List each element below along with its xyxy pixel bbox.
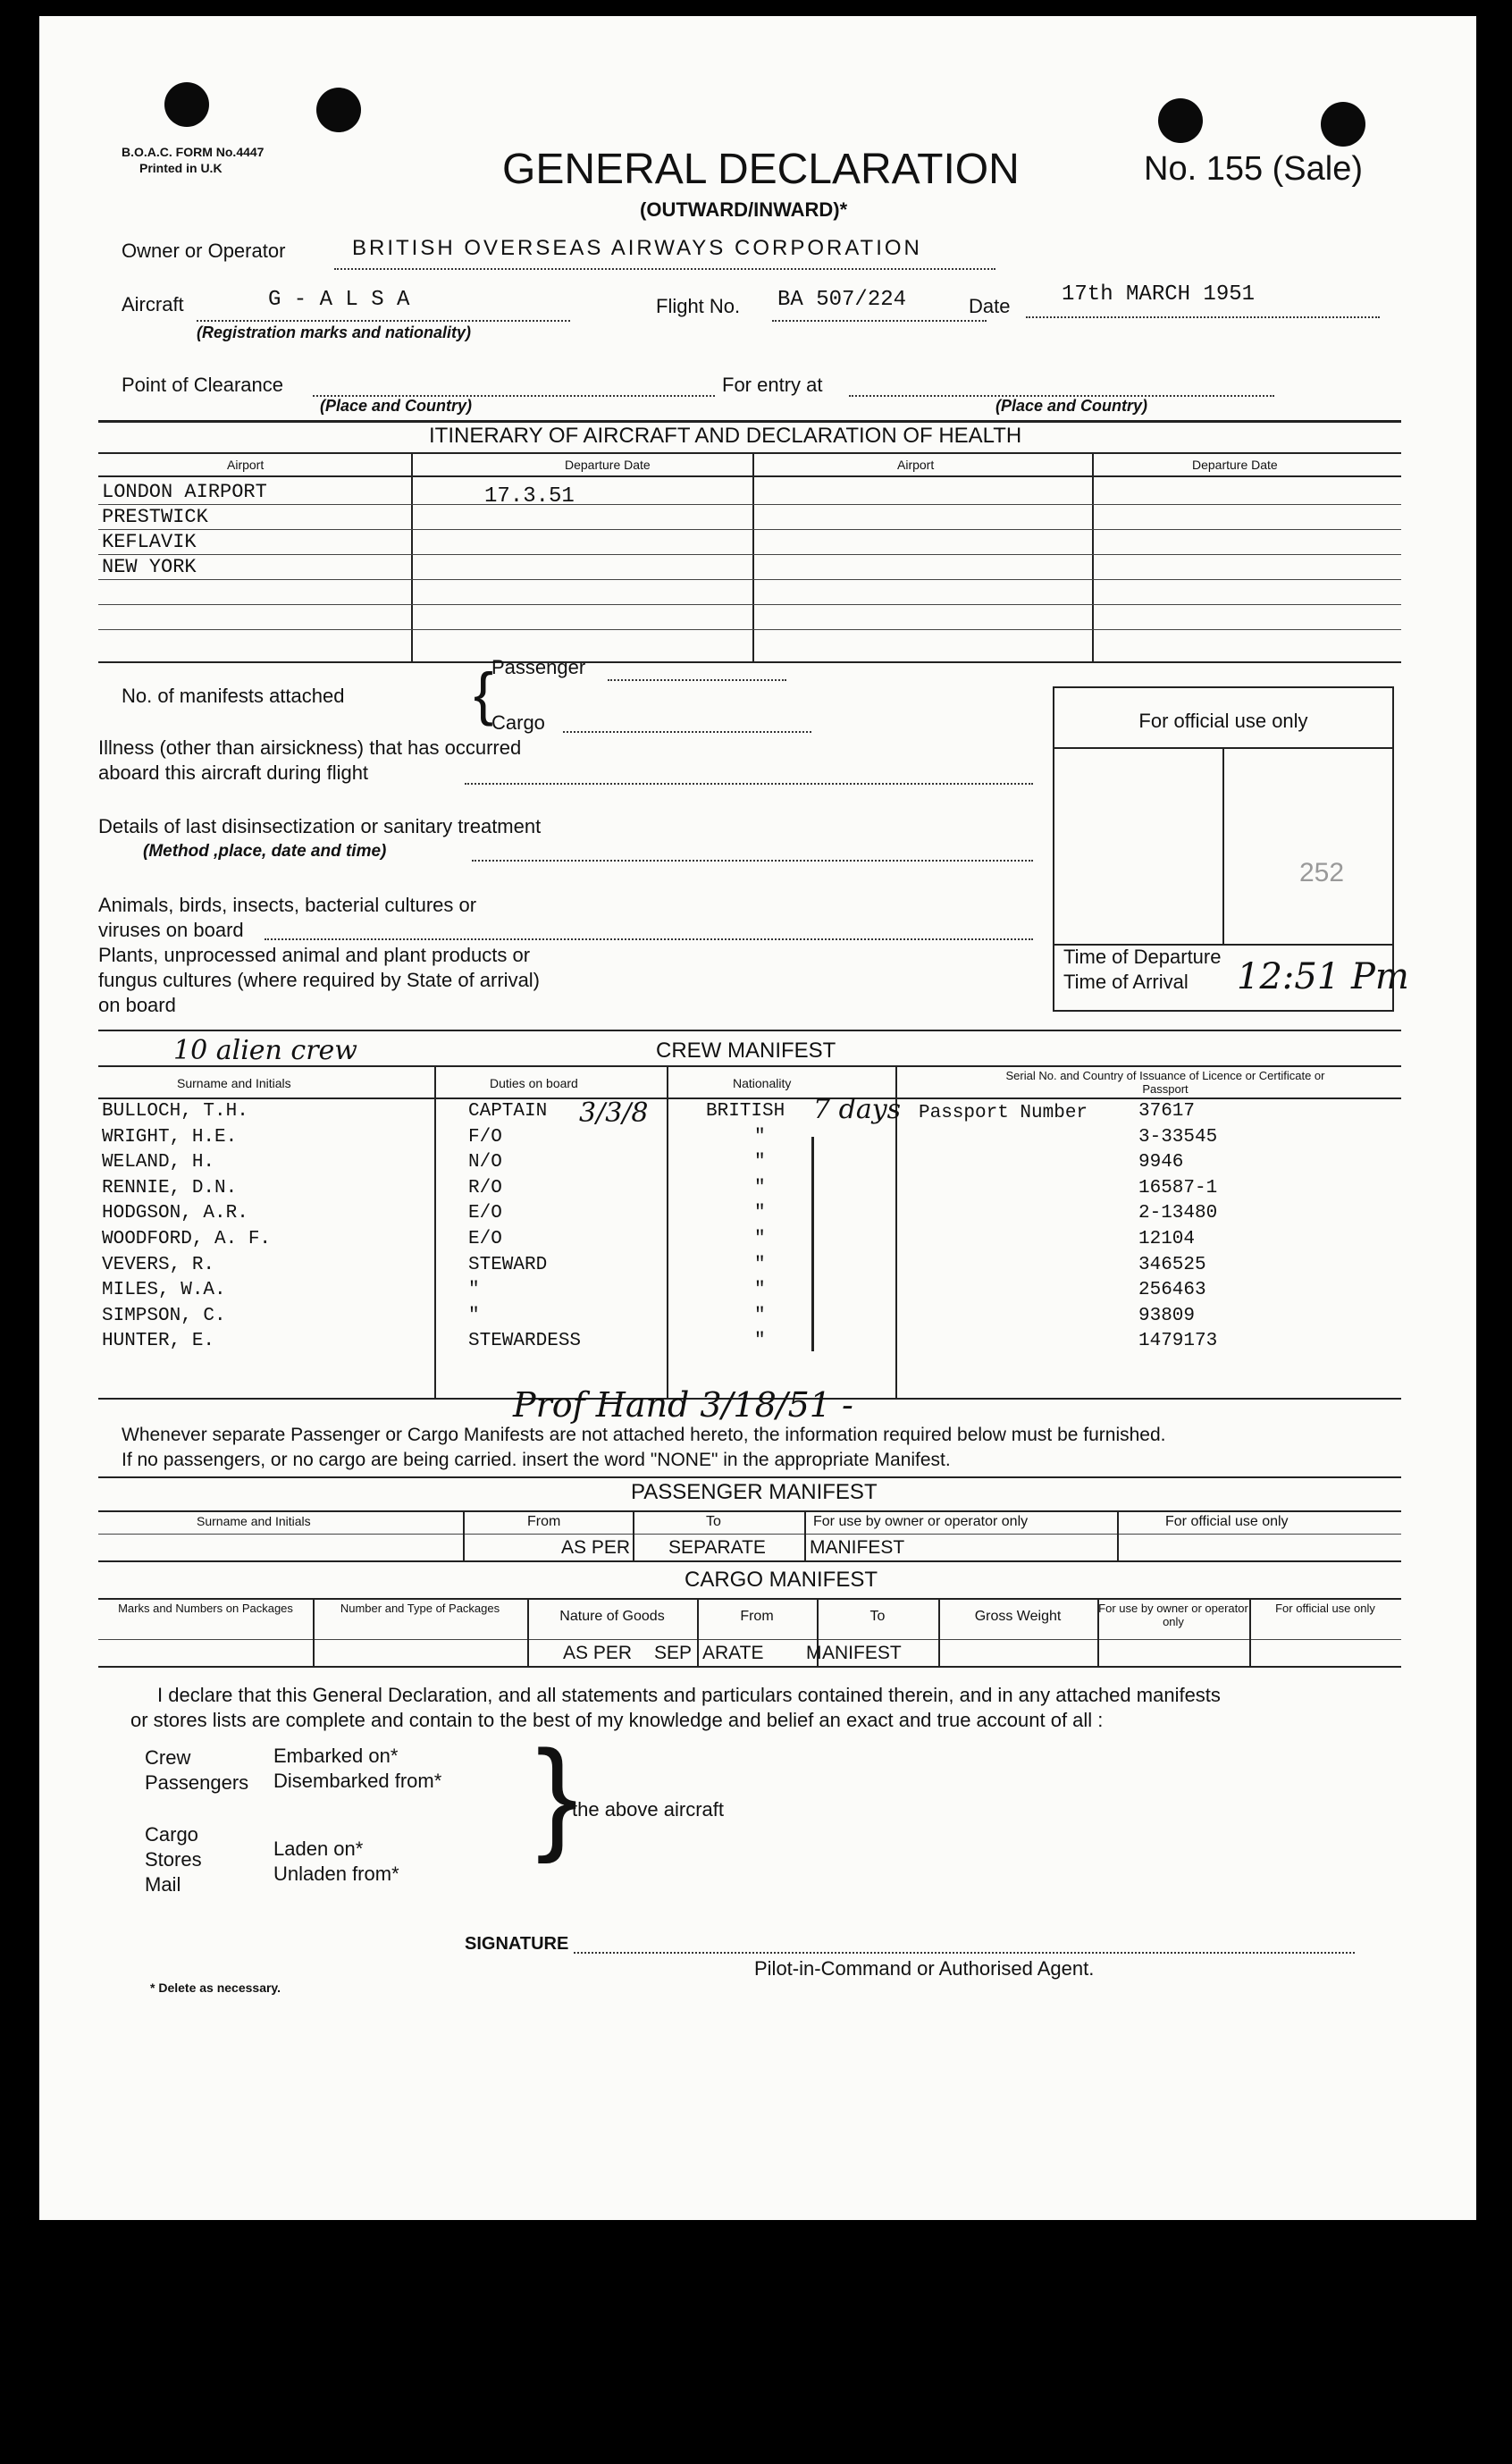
crew-serial: 1479173: [1138, 1331, 1218, 1352]
cargo-manifest-label: Cargo: [491, 711, 545, 734]
unladen-label: Unladen from*: [273, 1863, 399, 1885]
crew-nationality: ": [754, 1126, 766, 1148]
form-number: B.O.A.C. FORM No.4447: [122, 145, 265, 159]
owner-value: BRITISH OVERSEAS AIRWAYS CORPORATION: [352, 236, 922, 260]
aircraft-value: G - A L S A: [268, 288, 410, 312]
arrival-time-value: 12:51 Pm: [1237, 956, 1409, 997]
cargo-header: For use by owner or operator only: [1098, 1602, 1248, 1628]
crew-serial: 3-33545: [1138, 1126, 1218, 1148]
crew-nationality: ": [754, 1177, 766, 1198]
manifests-label: No. of manifests attached: [122, 685, 345, 707]
crew-nationality: ": [754, 1331, 766, 1352]
cargo-row-cell: ARATE: [702, 1643, 764, 1663]
punch-hole: [1158, 98, 1203, 143]
page-subtitle: (OUTWARD/INWARD)*: [640, 198, 848, 221]
embarked-label: Embarked on*: [273, 1745, 399, 1767]
cargo-row-cell: SEP: [654, 1643, 693, 1663]
animals-label: viruses on board: [98, 919, 244, 941]
flight-value: BA 507/224: [777, 288, 907, 312]
entry-hint: (Place and Country): [995, 397, 1148, 415]
itinerary-header: Airport: [227, 458, 265, 472]
passenger-header: To: [706, 1514, 721, 1529]
cargo-row-cell: ANIFEST: [822, 1643, 902, 1663]
disinsect-label: Details of last disinsectization or sanitary treatment: [98, 815, 542, 837]
official-stamp: 252: [1299, 858, 1345, 887]
crew-serial: 37617: [1138, 1101, 1196, 1122]
crew-duty: F/O: [468, 1126, 502, 1148]
crew-duty: E/O: [468, 1229, 502, 1249]
passenger-row-cell: SEPARATE: [668, 1537, 766, 1558]
clearance-label: Point of Clearance: [122, 374, 283, 396]
arrival-time-label: Time of Arrival: [1063, 971, 1189, 993]
crew-label: Crew: [145, 1746, 191, 1769]
crew-duty: ": [468, 1280, 480, 1301]
itinerary-title: ITINERARY OF AIRCRAFT AND DECLARATION OF HEALTH: [429, 424, 1022, 448]
crew-header: Duties on board: [490, 1076, 578, 1090]
crew-duty: STEWARDESS: [468, 1331, 582, 1352]
punch-hole: [164, 82, 209, 127]
crew-nationality: ": [754, 1305, 766, 1326]
crew-name: WRIGHT, H.E.: [102, 1126, 238, 1148]
passenger-row-cell: MANIFEST: [810, 1537, 905, 1558]
crew-duty: R/O: [468, 1177, 502, 1198]
crew-name: MILES, W.A.: [102, 1280, 226, 1301]
signatory-label: Pilot-in-Command or Authorised Agent.: [754, 1957, 1095, 1980]
disinsect-hint: (Method ,place, date and time): [143, 842, 387, 861]
crew-duty: CAPTAIN: [468, 1101, 548, 1122]
animals-label: Animals, birds, insects, bacterial cultures or: [98, 894, 477, 916]
itinerary-header: Departure Date: [565, 458, 651, 472]
cargo-header: Marks and Numbers on Packages: [118, 1602, 293, 1615]
cargo-header: Number and Type of Packages: [340, 1602, 500, 1615]
crew-name: WELAND, H.: [102, 1152, 215, 1173]
crew-nationality: ": [754, 1229, 766, 1249]
itinerary-header: Airport: [897, 458, 935, 472]
crew-serial: 2-13480: [1138, 1203, 1218, 1224]
aircraft-label: Aircraft: [122, 293, 184, 315]
crew-serial: 12104: [1138, 1229, 1196, 1249]
passengers-label: Passengers: [145, 1771, 249, 1794]
passport-label: Passport Number: [919, 1103, 1088, 1123]
crew-serial: 9946: [1138, 1152, 1184, 1173]
punch-hole: [1321, 102, 1365, 147]
crew-name: HUNTER, E.: [102, 1331, 215, 1352]
crew-nationality: BRITISH: [706, 1101, 785, 1122]
declaration-number: No. 155 (Sale): [1144, 150, 1364, 188]
entry-label: For entry at: [722, 374, 823, 396]
passenger-row-cell: AS PER: [561, 1537, 631, 1558]
cargo-row-cell: M: [806, 1643, 822, 1663]
disembarked-label: Disembarked from*: [273, 1770, 442, 1792]
passenger-header: For use by owner or operator only: [813, 1514, 1029, 1529]
crew-duty: ": [468, 1305, 480, 1326]
illness-label: Illness (other than airsickness) that has occurred: [98, 736, 522, 759]
cargo-header: To: [869, 1609, 886, 1624]
passenger-header: For official use only: [1165, 1514, 1289, 1529]
crew-duty: N/O: [468, 1152, 502, 1173]
date-value: 17th MARCH 1951: [1062, 282, 1256, 307]
crew-signature-note: Prof Hand 3/18/51 -: [513, 1385, 853, 1425]
crew-header: Surname and Initials: [177, 1076, 291, 1090]
page-title: GENERAL DECLARATION: [502, 146, 1020, 193]
itinerary-airport: PRESTWICK: [102, 506, 208, 528]
plants-label: fungus cultures (where required by State of arrival): [98, 969, 541, 991]
official-use-title: For official use only: [1138, 710, 1308, 732]
crew-name: VEVERS, R.: [102, 1254, 215, 1275]
crew-duty: STEWARD: [468, 1254, 548, 1275]
crew-nationality: ": [754, 1203, 766, 1224]
crew-manifest-title: CREW MANIFEST: [656, 1039, 836, 1063]
captain-note: 3/3/8: [579, 1097, 649, 1129]
alien-crew-note: 10 alien crew: [173, 1035, 357, 1066]
crew-serial: 256463: [1138, 1280, 1206, 1301]
cargo-header: For official use only: [1275, 1602, 1375, 1615]
cargo-header: Gross Weight: [974, 1609, 1062, 1624]
crew-header: Nationality: [733, 1076, 792, 1090]
cargo-header: From: [740, 1609, 774, 1624]
mail-label: Mail: [145, 1873, 181, 1896]
clearance-hint: (Place and Country): [320, 397, 473, 415]
crew-name: HODGSON, A.R.: [102, 1203, 248, 1224]
crew-header: Serial No. and Country of Issuance of Licence or Certificate or Passport: [1005, 1069, 1325, 1096]
crew-name: BULLOCH, T.H.: [102, 1101, 248, 1122]
stores-label: Stores: [145, 1848, 202, 1871]
printed-note: Printed in U.K: [139, 161, 223, 175]
declaration-brace: }: [536, 1724, 578, 1864]
crew-nationality: ": [754, 1152, 766, 1173]
footnote: * Delete as necessary.: [150, 1980, 281, 1995]
aircraft-phrase: the above aircraft: [572, 1798, 724, 1821]
declaration-text: I declare that this General Declaration, and all statements and particulars contained therein, and in any attached manifests: [157, 1684, 1221, 1706]
punch-hole: [316, 88, 361, 132]
passenger-manifest-title: PASSENGER MANIFEST: [631, 1480, 878, 1504]
crew-serial: 346525: [1138, 1254, 1206, 1275]
crew-name: RENNIE, D.N.: [102, 1177, 238, 1198]
passenger-manifest-label: Passenger: [491, 656, 586, 678]
cargo-header: Nature of Goods: [559, 1609, 665, 1624]
crew-name: SIMPSON, C.: [102, 1305, 226, 1326]
laden-label: Laden on*: [273, 1837, 364, 1860]
flight-label: Flight No.: [656, 295, 741, 317]
cargo-label: Cargo: [145, 1823, 198, 1846]
itinerary-airport: KEFLAVIK: [102, 531, 197, 553]
separate-note: Whenever separate Passenger or Cargo Manifests are not attached hereto, the information required below must be furnished.: [122, 1425, 1166, 1445]
illness-label: aboard this aircraft during flight: [98, 761, 369, 784]
crew-serial: 93809: [1138, 1305, 1196, 1326]
signature-label: SIGNATURE: [465, 1934, 569, 1954]
brace: {: [474, 660, 494, 727]
nationality-note: 7 days: [813, 1094, 902, 1125]
declaration-sheet: [39, 16, 1476, 2220]
declaration-text: or stores lists are complete and contain to the best of my knowledge and belief an exact and true account of all :: [130, 1709, 1104, 1731]
crew-nationality: ": [754, 1254, 766, 1275]
crew-duty: E/O: [468, 1203, 502, 1224]
departure-date: 17.3.51: [484, 484, 575, 509]
itinerary-header: Departure Date: [1192, 458, 1278, 472]
owner-label: Owner or Operator: [122, 240, 286, 262]
itinerary-airport: NEW YORK: [102, 556, 197, 578]
itinerary-airport: LONDON AIRPORT: [102, 481, 267, 503]
cargo-manifest-title: CARGO MANIFEST: [685, 1568, 878, 1592]
plants-label: on board: [98, 994, 176, 1016]
aircraft-hint: (Registration marks and nationality): [197, 324, 472, 341]
passenger-header: From: [527, 1514, 561, 1529]
date-label: Date: [969, 295, 1011, 317]
separate-note: If no passengers, or no cargo are being carried. insert the word "NONE" in the appropriate Manifest.: [122, 1450, 951, 1470]
crew-serial: 16587-1: [1138, 1177, 1218, 1198]
passenger-header: Surname and Initials: [197, 1514, 311, 1528]
departure-time-label: Time of Departure: [1063, 946, 1222, 968]
crew-nationality: ": [754, 1280, 766, 1301]
cargo-row-cell: AS PER: [563, 1643, 633, 1663]
plants-label: Plants, unprocessed animal and plant products or: [98, 944, 531, 966]
crew-name: WOODFORD, A. F.: [102, 1229, 272, 1249]
